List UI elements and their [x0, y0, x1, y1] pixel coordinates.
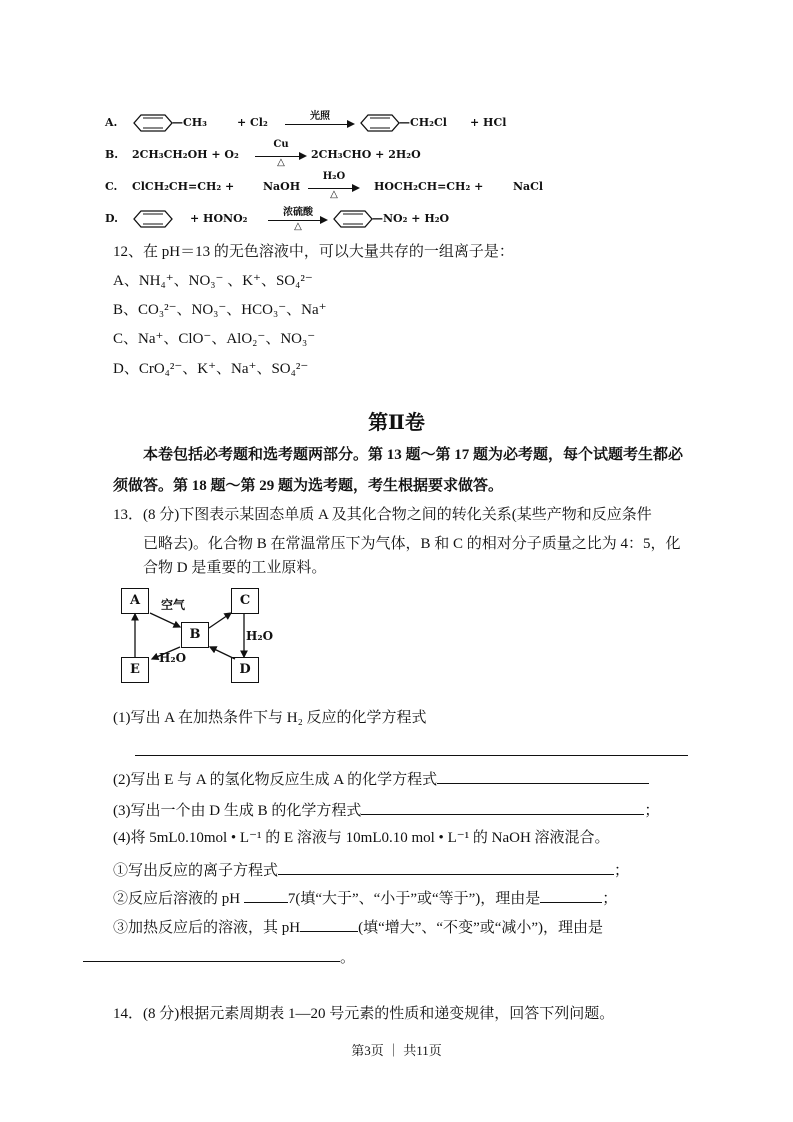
reactant: 2CH₃CH₂OH + O₂ [132, 148, 239, 161]
q13-sub-2 [113, 886, 617, 909]
condition: 浓硫酸 [283, 207, 313, 218]
part-text: (填“增大”、“不变”或“减小”)，理由是 [358, 920, 604, 936]
q13-sub-3-cont [83, 945, 355, 968]
punctuation: ； [602, 891, 618, 907]
reactant: NaOH [263, 180, 301, 193]
punctuation: ； [614, 863, 630, 879]
q12-option-a: A、NH₄⁺、NO₃⁻ 、K⁺、SO₄²⁻ [113, 273, 313, 289]
q12-option-c: C、Na⁺、ClO⁻、AlO₂⁻、NO₃⁻ [113, 331, 316, 347]
label-air: 空气 [161, 598, 186, 612]
condition: Cu [273, 139, 289, 150]
part-text: ③加热反应后的溶液，其 pH [113, 920, 301, 936]
question-12-stem: 12、在 pH＝13 的无色溶液中，可以大量共存的一组离子是： [113, 244, 514, 260]
product: 2CH₃CHO + 2H₂O [311, 148, 421, 161]
benzene-ring-icon [133, 113, 173, 133]
label-water: H₂O [246, 629, 274, 643]
option-label: C. [105, 180, 118, 193]
answer-blank[interactable] [300, 915, 358, 932]
condition: H₂O [322, 171, 346, 182]
question-13-stem: 13．(8 分)下图表示某固态单质 A 及其化合物之间的转化关系(某些产物和反应条件 [113, 507, 652, 523]
question-14-stem: 14．(8 分)根据元素周期表 1—20 号元素的性质和递变规律，回答下列问题。 [113, 1006, 615, 1022]
conversion-diagram [113, 585, 283, 685]
section-intro: 本卷包括必考题和选考题两部分。第 13 题～第 17 题为必考题，每个试题考生都必 [143, 447, 684, 463]
reaction-c [105, 171, 555, 200]
part-text: ①写出反应的离子方程式 [113, 863, 279, 879]
node-b: B [181, 622, 209, 648]
product: —CH₂Cl [399, 116, 447, 129]
q13-part-4: (4)将 5mL0.10mol • L⁻¹ 的 E 溶液与 10mL0.10 mol • L⁻¹ 的 NaOH 溶液混合。 [113, 830, 610, 846]
answer-blank[interactable] [361, 798, 644, 815]
q12-option-b: B、CO₃²⁻、NO₃⁻、HCO₃⁻、Na⁺ [113, 302, 327, 318]
question-13-stem: 合物 D 是重要的工业原料。 [143, 560, 327, 576]
condition: 光照 [310, 111, 330, 122]
option-label: D. [105, 212, 118, 225]
benzene-ring-icon [360, 113, 400, 133]
answer-blank[interactable] [437, 767, 649, 784]
label-water: H₂O [159, 651, 187, 665]
answer-blank[interactable] [135, 755, 688, 756]
punctuation: ； [644, 803, 660, 819]
benzene-ring-icon [333, 209, 373, 229]
heat-condition: △ [294, 221, 302, 232]
punctuation: 。 [340, 950, 356, 966]
option-label: B. [105, 148, 119, 161]
product: —NO₂ + H₂O [372, 212, 450, 225]
part-text: (3)写出一个由 D 生成 B 的化学方程式 [113, 803, 362, 819]
reaction-d [105, 208, 545, 232]
reaction-arrow [255, 139, 307, 168]
option-label: A. [105, 116, 118, 129]
product: HOCH₂CH=CH₂ + [374, 180, 484, 193]
part-text: (2)写出 E 与 A 的氢化物反应生成 A 的化学方程式 [113, 772, 438, 788]
reactant: ClCH₂CH=CH₂ + [132, 180, 235, 193]
answer-blank[interactable] [244, 886, 288, 903]
node-e: E [121, 657, 149, 683]
node-c: C [231, 588, 259, 614]
section-title: 第Ⅱ卷 [368, 412, 425, 434]
page-footer: 第3页 ｜ 共11页 [351, 1043, 442, 1058]
heat-condition: △ [277, 157, 285, 168]
q13-sub-3 [113, 915, 603, 938]
reactant: + Cl₂ [237, 116, 268, 129]
q13-part-3 [113, 798, 659, 821]
reactant: + HONO₂ [190, 212, 248, 225]
node-d: D [231, 657, 259, 683]
q12-option-d: D、CrO₄²⁻、K⁺、Na⁺、SO₄²⁻ [113, 361, 309, 377]
reaction-arrow [268, 207, 328, 232]
product: + HCl [470, 116, 507, 129]
answer-blank[interactable] [278, 858, 614, 875]
node-a: A [121, 588, 149, 614]
heat-condition: △ [330, 189, 338, 200]
benzene-ring-icon [133, 209, 173, 229]
question-13-stem: 已略去)。化合物 B 在常温常压下为气体，B 和 C 的相对分子质量之比为 4：5，化 [143, 536, 681, 552]
q13-part-2 [113, 767, 649, 790]
reactant: —CH₃ [172, 116, 207, 129]
reaction-arrow [308, 171, 360, 200]
answer-blank[interactable] [83, 945, 340, 962]
section-intro: 须做答。第 18 题～第 29 题为选考题，考生根据要求做答。 [113, 478, 504, 494]
reaction-b [105, 139, 545, 168]
part-text: 7(填“大于”、“小于”或“等于”)，理由是 [287, 891, 541, 907]
reaction-arrow [285, 111, 355, 132]
product: NaCl [513, 180, 544, 193]
q13-part-1: (1)写出 A 在加热条件下与 H₂ 反应的化学方程式 [113, 710, 427, 726]
q13-sub-1 [113, 858, 629, 881]
answer-blank[interactable] [540, 886, 602, 903]
reaction-a [105, 112, 545, 136]
part-text: ②反应后溶液的 pH [113, 891, 244, 907]
